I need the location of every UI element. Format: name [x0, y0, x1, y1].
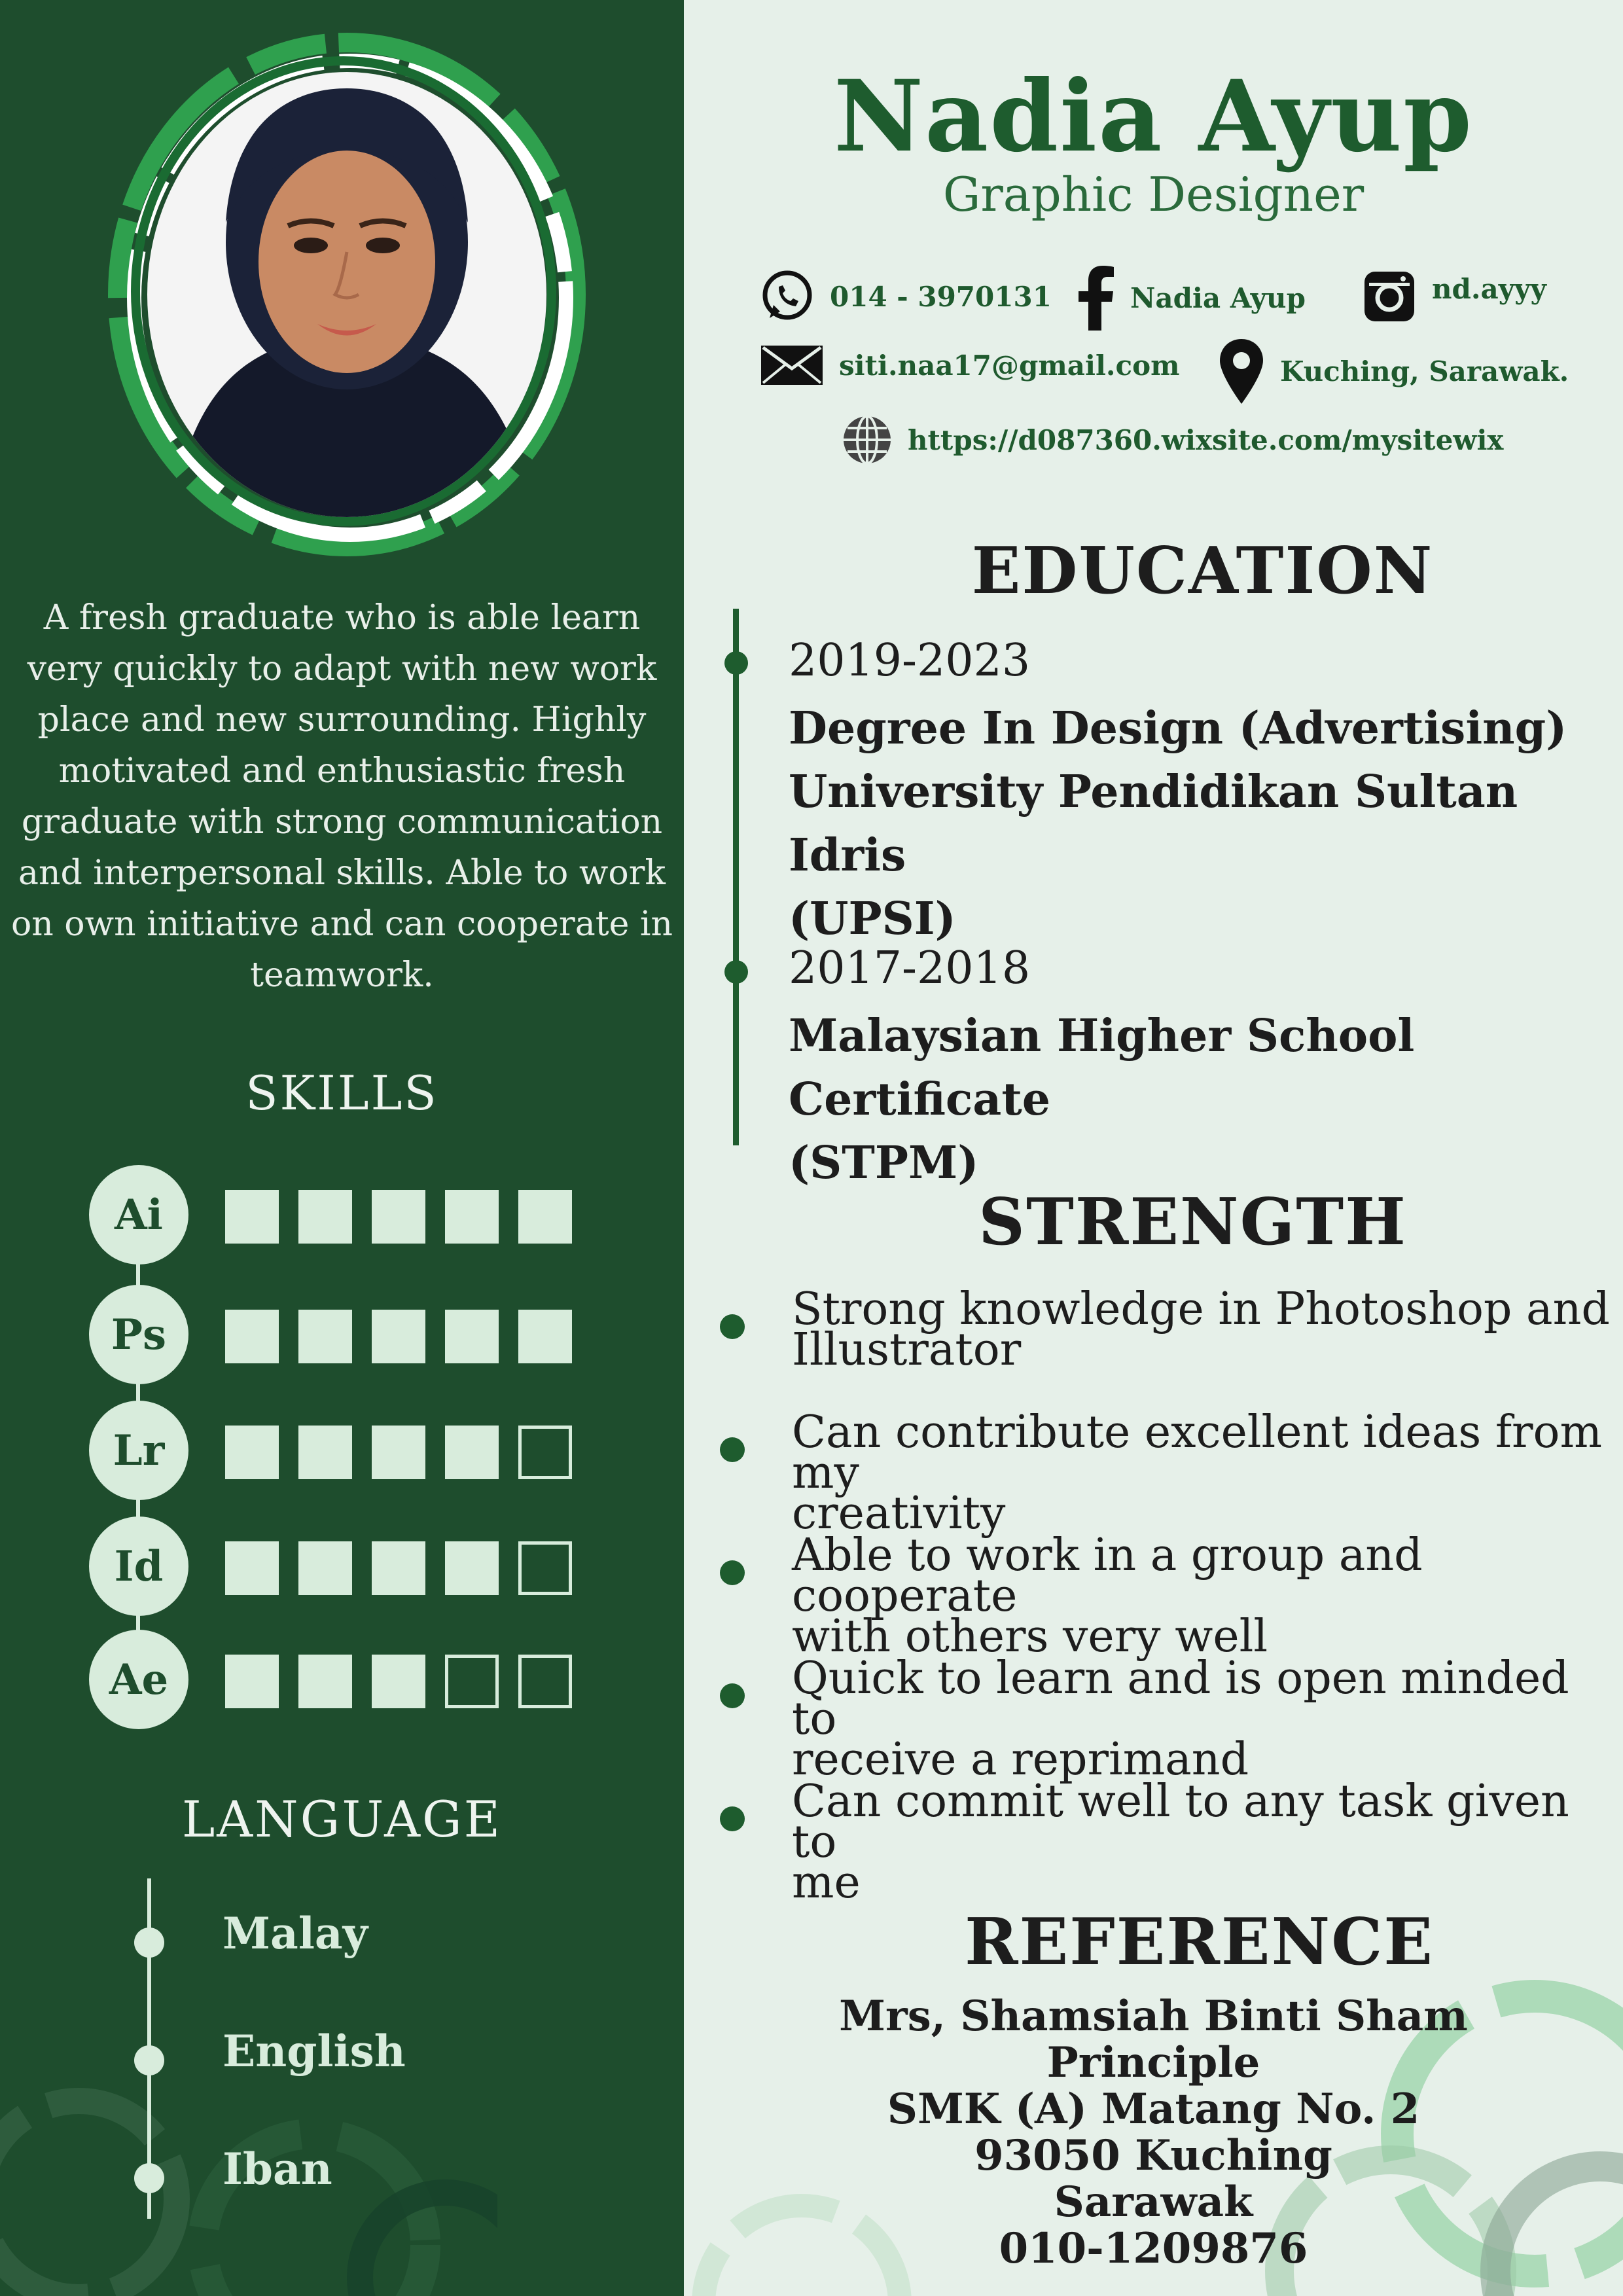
skill-level-meter [225, 1310, 572, 1363]
education-entry [789, 1005, 1620, 1195]
website-url: https://d087360.wixsite.com/mysitewix [908, 423, 1504, 456]
skill-level-meter [225, 1426, 572, 1479]
facebook-icon [1077, 265, 1116, 331]
contact-website[interactable] [841, 414, 1503, 466]
instagram-icon [1361, 268, 1418, 325]
education-institution: University Pendidikan Sultan Idris [789, 766, 1518, 882]
skill-level-box-filled [445, 1190, 499, 1244]
skill-badge: Ps [89, 1285, 188, 1384]
contact-facebook[interactable] [1077, 265, 1306, 331]
strength-heading: STRENGTH [978, 1185, 1407, 1260]
strength-line: Quick to learn and is open minded to [792, 1653, 1569, 1745]
skill-level-meter [225, 1655, 572, 1708]
skill-level-box-filled [298, 1426, 352, 1479]
education-years: 2017-2018 [789, 942, 1031, 994]
skill-level-box-filled [372, 1310, 425, 1363]
strength-bullet [720, 1314, 745, 1339]
education-heading: EDUCATION [971, 533, 1434, 609]
main-content [684, 0, 1623, 2296]
contact-instagram[interactable] [1361, 268, 1546, 325]
strength-line: receive a reprimand [792, 1734, 1249, 1785]
reference-school: SMK (A) Matang No. 2 [887, 2085, 1420, 2134]
education-institution-abbrev: (UPSI) [789, 893, 956, 945]
reference-phone: 010-1209876 [999, 2224, 1308, 2273]
strength-text [792, 1776, 1623, 1909]
skill-level-box-filled [225, 1190, 279, 1244]
skill-level-box-filled [298, 1190, 352, 1244]
reference-postcode-city: 93050 Kuching [974, 2131, 1332, 2180]
reference-name: Mrs, Shamsiah Binti Sham [839, 1992, 1468, 2041]
strength-text [792, 1653, 1623, 1785]
instagram-handle: nd.ayyy [1432, 272, 1546, 305]
skill-level-box-empty [518, 1541, 572, 1595]
skill-level-box-filled [445, 1541, 499, 1595]
skill-level-box-filled [225, 1310, 279, 1363]
language-label: English [223, 2026, 406, 2077]
strength-line: Can commit well to any task given to [792, 1776, 1569, 1868]
contact-email[interactable] [759, 344, 1180, 387]
strength-line: with others very well [792, 1611, 1268, 1662]
skill-level-meter [225, 1541, 572, 1595]
strength-line: creativity [792, 1488, 1006, 1539]
strength-line: Strong knowledge in Photoshop and [792, 1283, 1610, 1335]
language-list [0, 1865, 684, 2232]
language-bullet [134, 2163, 164, 2193]
skill-level-box-filled [445, 1426, 499, 1479]
education-timeline-line [733, 609, 739, 1145]
skill-level-box-filled [372, 1190, 425, 1244]
education-degree: Malaysian Higher School Certificate [789, 1010, 1415, 1126]
left-sidebar [0, 0, 684, 2296]
strength-text [792, 1283, 1623, 1376]
language-heading: LANGUAGE [181, 1790, 503, 1848]
facebook-handle: Nadia Ayup [1130, 281, 1306, 314]
skill-level-box-filled [298, 1655, 352, 1708]
skill-badge: Lr [89, 1401, 188, 1500]
skill-level-box-filled [372, 1541, 425, 1595]
language-bullet [134, 1928, 164, 1958]
education-timeline-dot [724, 960, 748, 984]
mail-icon [759, 344, 825, 387]
skill-badge: Ae [89, 1630, 188, 1729]
candidate-title: Graphic Designer [942, 167, 1364, 222]
strength-text [792, 1407, 1623, 1539]
reference-state: Sarawak [1054, 2178, 1253, 2227]
strength-bullet [720, 1806, 745, 1831]
skills-heading: SKILLS [245, 1066, 438, 1121]
skill-level-box-filled [372, 1655, 425, 1708]
candidate-name: Nadia Ayup [834, 59, 1473, 174]
location-text: Kuching, Sarawak. [1280, 355, 1569, 387]
skill-level-box-empty [518, 1426, 572, 1479]
reference-heading: REFERENCE [965, 1905, 1434, 1980]
skill-level-box-filled [225, 1426, 279, 1479]
skill-level-box-empty [445, 1655, 499, 1708]
language-label: Malay [223, 1908, 368, 1959]
strength-line: Able to work in a group and cooperate [792, 1530, 1423, 1622]
education-years: 2019-2023 [789, 635, 1031, 687]
skill-level-box-filled [518, 1310, 572, 1363]
education-entry [789, 697, 1620, 951]
language-bullet [134, 2045, 164, 2075]
strength-text [792, 1530, 1623, 1662]
contact-phone [759, 268, 1052, 325]
location-pin-icon [1217, 337, 1266, 405]
globe-icon [841, 414, 893, 466]
skill-level-box-filled [445, 1310, 499, 1363]
strength-line: Can contribute excellent ideas from my [792, 1407, 1602, 1499]
strength-bullet [720, 1683, 745, 1708]
whatsapp-icon [759, 268, 815, 325]
profile-photo [92, 26, 602, 563]
education-degree: Degree In Design (Advertising) [789, 702, 1567, 755]
language-label: Iban [223, 2144, 332, 2195]
skill-level-box-filled [518, 1190, 572, 1244]
reference-block [684, 1993, 1623, 2272]
skill-level-box-filled [298, 1541, 352, 1595]
skill-level-box-empty [518, 1655, 572, 1708]
skill-level-box-filled [225, 1655, 279, 1708]
contact-location [1217, 337, 1569, 405]
strength-bullet [720, 1560, 745, 1585]
education-timeline-dot [724, 651, 748, 675]
skill-level-box-filled [298, 1310, 352, 1363]
skill-level-box-filled [225, 1541, 279, 1595]
skills-list [0, 1165, 684, 1754]
education-degree-abbrev: (STPM) [789, 1137, 979, 1189]
strength-bullet [720, 1437, 745, 1462]
strength-line: me [792, 1857, 861, 1909]
email-address: siti.naa17@gmail.com [839, 349, 1180, 382]
phone-number: 014 - 3970131 [830, 280, 1052, 313]
skill-level-box-filled [372, 1426, 425, 1479]
skill-level-meter [225, 1190, 572, 1244]
skill-badge: Id [89, 1516, 188, 1616]
reference-position: Principle [1046, 2038, 1260, 2087]
strength-line: Illustrator [792, 1324, 1022, 1376]
profile-summary: A fresh graduate who is able learn very quickly to adapt with new work place and new surrounding. Highly motivated and enthusiastic fresh graduate with strong communication and interpersonal skills. Able to work on own initiative and can cooperate in teamwork. [10, 598, 673, 995]
skill-badge: Ai [89, 1165, 188, 1265]
